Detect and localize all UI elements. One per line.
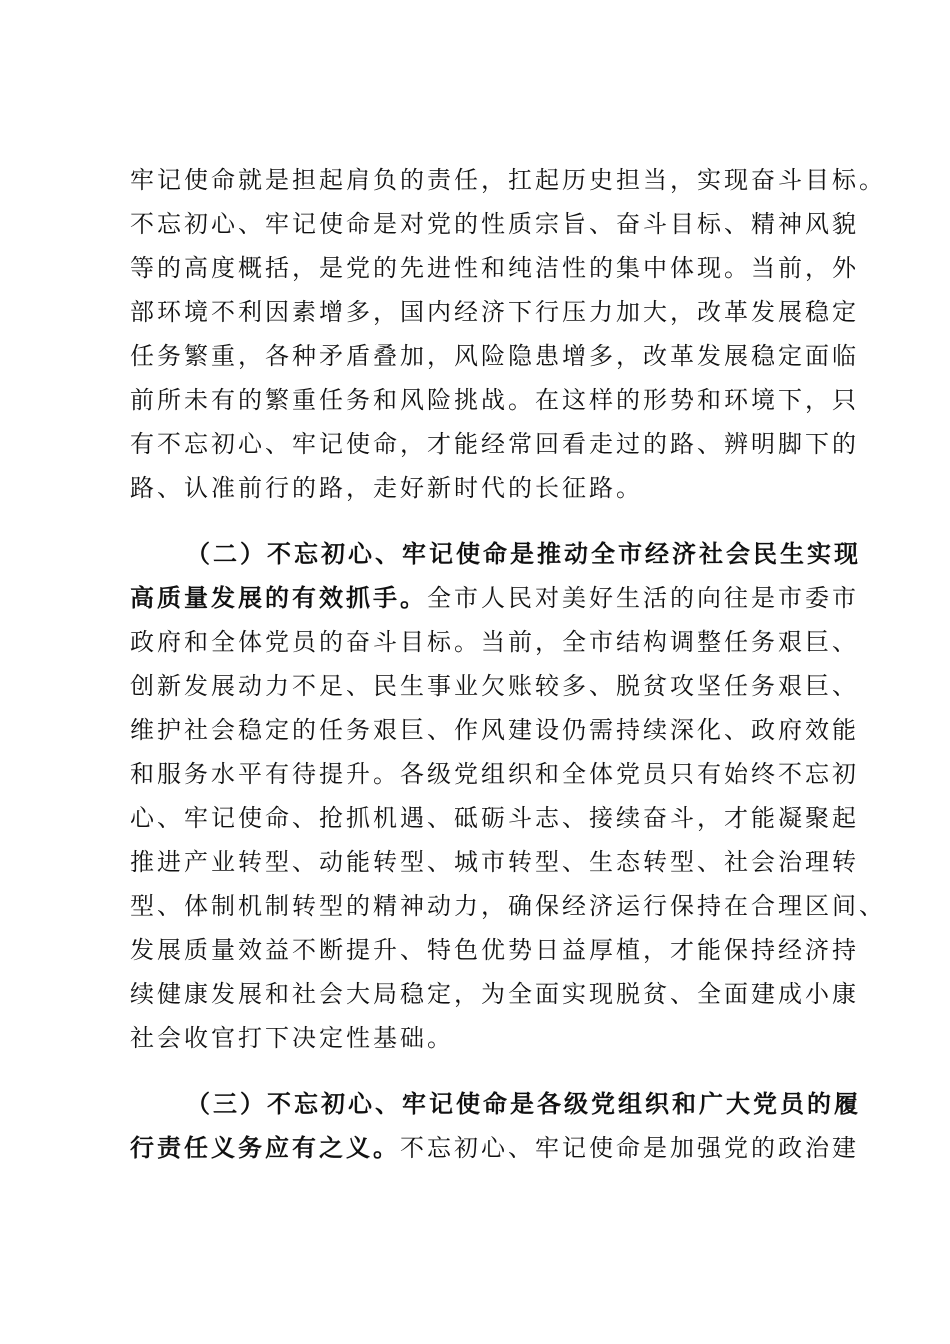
paragraph-line: 型、体制机制转型的精神动力，确保经济运行保持在合理区间、 <box>130 892 886 920</box>
paragraph-line: 任务繁重，各种矛盾叠加，风险隐患增多，改革发展稳定面临 <box>130 342 859 370</box>
paragraph-2 <box>130 532 886 1060</box>
paragraph-line: 维护社会稳定的任务艰巨、作风建设仍需持续深化、政府效能 <box>130 716 859 744</box>
paragraph-line: 不忘初心、牢记使命是对党的性质宗旨、奋斗目标、精神风貌 <box>130 210 859 238</box>
paragraph-line: 部环境不利因素增多，国内经济下行压力加大，改革发展稳定 <box>130 298 859 326</box>
section-heading-3-continued: 行责任义务应有之义。 <box>130 1133 400 1162</box>
paragraph-line: 创新发展动力不足、民生事业欠账较多、脱贫攻坚任务艰巨、 <box>130 672 859 700</box>
section-heading-2: （二）不忘初心、牢记使命是推动全市经济社会民生实现 <box>186 539 861 568</box>
paragraph-line: 社会收官打下决定性基础。 <box>130 1024 454 1052</box>
paragraph-line: 续健康发展和社会大局稳定，为全面实现脱贫、全面建成小康 <box>130 980 859 1008</box>
paragraph-line <box>130 576 859 620</box>
paragraph-text: 不忘初心、牢记使命是加强党的政治建 <box>400 1134 859 1162</box>
paragraph-line: 政府和全体党员的奋斗目标。当前，全市结构调整任务艰巨、 <box>130 628 859 656</box>
paragraph-line: 路、认准前行的路，走好新时代的长征路。 <box>130 474 643 502</box>
paragraph-line: 发展质量效益不断提升、特色优势日益厚植，才能保持经济持 <box>130 936 859 964</box>
paragraph-line: 前所未有的繁重任务和风险挑战。在这样的形势和环境下，只 <box>130 386 859 414</box>
paragraph-line: 等的高度概括，是党的先进性和纯洁性的集中体现。当前，外 <box>130 254 859 282</box>
paragraph-line <box>130 1126 859 1170</box>
paragraph-line: 和服务水平有待提升。各级党组织和全体党员只有始终不忘初 <box>130 760 859 788</box>
document-body <box>130 158 886 1170</box>
section-heading-2-continued: 高质量发展的有效抓手。 <box>130 583 427 612</box>
paragraph-3 <box>130 1082 861 1170</box>
paragraph-line: 推进产业转型、动能转型、城市转型、生态转型、社会治理转 <box>130 848 859 876</box>
paragraph-line: 牢记使命就是担起肩负的责任，扛起历史担当，实现奋斗目标。 <box>130 166 886 194</box>
paragraph-text: 全市人民对美好生活的向往是市委市 <box>427 584 859 612</box>
paragraph-line: 心、牢记使命、抢抓机遇、砥砺斗志、接续奋斗，才能凝聚起 <box>130 804 859 832</box>
paragraph-line: 有不忘初心、牢记使命，才能经常回看走过的路、辨明脚下的 <box>130 430 859 458</box>
paragraph-1 <box>130 158 886 510</box>
section-heading-3: （三）不忘初心、牢记使命是各级党组织和广大党员的履 <box>186 1089 861 1118</box>
